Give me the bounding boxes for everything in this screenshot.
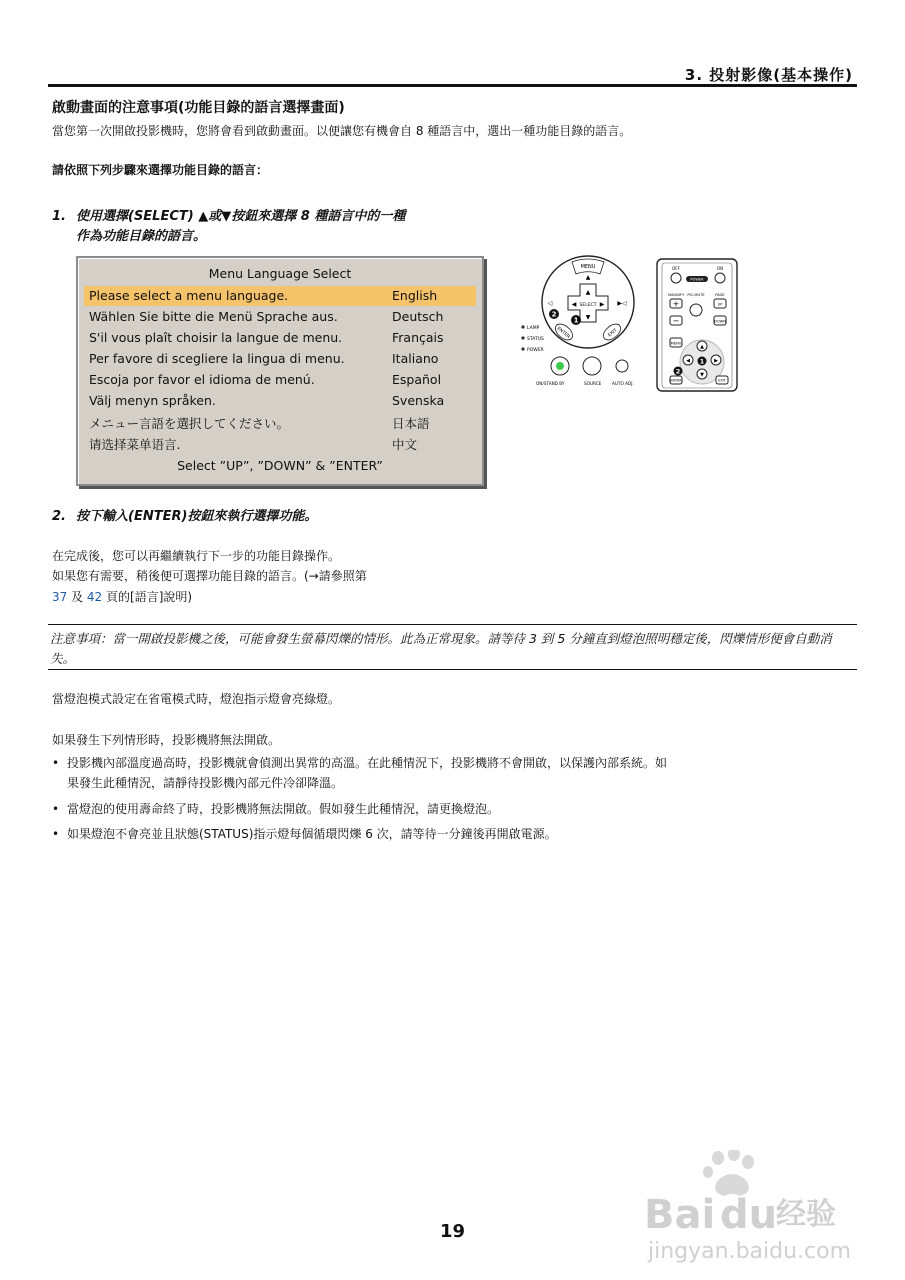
remote-up-icon: ▲ <box>700 344 704 350</box>
eco-mode-text: 當燈泡模式設定在省電模式時，燈泡指示燈會亮綠燈。 <box>52 692 341 706</box>
select-right-icon: ▶ <box>599 301 605 308</box>
remote-picmute-label: PIC-MUTE <box>687 293 705 297</box>
step-number: 1. <box>52 209 66 224</box>
status-indicator-icon <box>521 336 524 339</box>
page-number: 19 <box>439 1221 466 1242</box>
watermark-brand: Bai <box>644 1192 716 1238</box>
after-line-1: 在完成後，您可以再繼續執行下一步的功能目錄操作。 <box>52 549 341 563</box>
menu-row-japanese[interactable] <box>84 412 476 432</box>
step-number: 2. <box>52 509 66 524</box>
menu-title: Menu Language Select <box>208 266 352 281</box>
bullet-text: 如果燈泡不會亮並且狀態(STATUS)指示燈每個循環閃爍 6 次，請等待一分鐘後再開啟電源。 <box>67 827 557 841</box>
menu-row-language: Deutsch <box>392 309 444 324</box>
menu-row-language: Español <box>392 372 442 387</box>
after-line-3-rest: 頁的[語言]說明) <box>102 590 193 604</box>
remote-left-icon: ◀ <box>686 358 690 364</box>
paw-logo-icon <box>703 1150 754 1196</box>
menu-row-prompt: メニュー言語を選択してください。 <box>89 416 290 431</box>
keystone-icon: ◁ <box>547 300 553 307</box>
note-text: 注意事項：當一開啟投影機之後，可能會發生螢幕閃爍的情形。此為正常現象。請等待 3 到 5 分鐘直到燈泡照明穩定後，閃爍情形便會自動消失。 <box>50 631 832 666</box>
menu-row-english[interactable] <box>84 286 476 306</box>
menu-row-prompt: Please select a menu language. <box>89 288 289 303</box>
bullet-item <box>52 799 857 819</box>
minus-icon: − <box>672 316 680 326</box>
select-up-icon: ▲ <box>585 289 591 296</box>
remote-enter-label: ENTER <box>670 378 682 383</box>
menu-row-language: Italiano <box>392 351 439 366</box>
auto-adj-button[interactable] <box>616 360 628 372</box>
after-line-3 <box>52 587 192 607</box>
menu-row-espanol[interactable] <box>84 370 476 390</box>
page-link-37[interactable]: 37 <box>52 590 68 604</box>
header-rule <box>48 84 857 87</box>
select-left-icon: ◀ <box>571 301 577 308</box>
remote-off-button[interactable] <box>671 273 681 283</box>
status-label: STATUS <box>527 337 544 342</box>
step-1-continued: 作為功能目錄的語言。 <box>76 229 207 244</box>
enter-label: ENTER <box>555 326 571 340</box>
menu-row-language: Svenska <box>392 393 445 408</box>
power-label: POWER <box>527 348 544 353</box>
remote-on-button[interactable] <box>715 273 725 283</box>
instruction-text: 請依照下列步驟來選擇功能目錄的語言： <box>52 163 269 177</box>
remote-on-label: ON <box>716 266 724 271</box>
source-label: SOURCE <box>584 381 602 386</box>
lamp-indicator-icon <box>521 325 524 328</box>
volume-icon: ▶◁ <box>617 300 627 307</box>
menu-row-language: Français <box>392 330 444 345</box>
up-arrow-icon: ▲ <box>585 274 591 281</box>
bullet-text <box>67 753 857 793</box>
callout-2: 2 <box>551 310 557 319</box>
remote-magnify-label: MAGNIFY <box>667 293 685 297</box>
callout-1: 1 <box>573 316 579 325</box>
bullet-text: 當燈泡的使用壽命終了時，投影機將無法開啟。假如發生此種情況，請更換燈泡。 <box>67 802 500 816</box>
power-indicator-icon <box>521 347 524 350</box>
watermark-cn: 经验 <box>776 1197 836 1232</box>
menu-row-language: English <box>392 288 438 303</box>
step-text: 按下輸入(ENTER)按鈕來執行選擇功能。 <box>76 509 318 524</box>
remote-power-label: POWER <box>690 277 704 282</box>
and-text: 及 <box>67 590 87 604</box>
menu-row-language: 中文 <box>392 437 418 452</box>
menu-row-language: 日本語 <box>392 416 430 431</box>
menu-row-deutsch[interactable] <box>84 307 476 327</box>
remote-page-label: PAGE <box>715 293 725 297</box>
auto-adj-label: AUTO ADJ. <box>612 381 634 386</box>
section-title: 啟動畫面的注意事項(功能目錄的語言選擇畫面) <box>52 100 345 116</box>
remote-callout-1: 1 <box>699 357 705 366</box>
note-box <box>48 624 857 670</box>
select-label: SELECT <box>579 303 597 308</box>
select-down-icon: ▼ <box>585 314 591 321</box>
remote-menu-label: MENU <box>670 341 682 346</box>
intro-paragraph: 當您第一次開啟投影機時，您將會看到啟動畫面。以便讓您有機會自 8 種語言中，選出一種功能目錄的語言。 <box>52 124 632 138</box>
menu-row-francais[interactable] <box>84 328 476 348</box>
remote-exit-label: EXIT <box>718 378 726 383</box>
bullet-line: 果發生此種情況，請靜待投影機內部元件冷卻降溫。 <box>67 776 344 790</box>
remote-callout-2: 2 <box>675 367 681 376</box>
watermark-url: jingyan.baidu.com <box>648 1239 852 1264</box>
bullet-icon: • <box>52 802 60 816</box>
remote-down-icon: ▼ <box>700 372 704 378</box>
menu-row-prompt: Wählen Sie bitte die Menü Sprache aus. <box>89 309 338 324</box>
bullet-item <box>52 753 857 793</box>
exit-label: EXIT <box>607 328 619 339</box>
step-text: 使用選擇(SELECT) ▲或▼按鈕來選擇 8 種語言中的一種 <box>76 209 406 224</box>
remote-right-icon: ▶ <box>714 358 718 364</box>
bullet-line: 投影機內部溫度過高時，投影機就會偵測出異常的高溫。在此種情況下，投影機將不會開啟，以保護內部系統。如 <box>67 756 668 770</box>
menu-language-select-dialog <box>76 256 484 486</box>
baidu-watermark <box>640 1150 870 1270</box>
remote-off-label: OFF <box>672 266 680 271</box>
menu-footer: Select ”UP”, ”DOWN” & ”ENTER” <box>177 458 383 473</box>
page-link-42[interactable]: 42 <box>86 590 103 604</box>
projector-control-panel <box>520 254 648 390</box>
bullet-item <box>52 824 857 844</box>
page-up-label: UP <box>717 302 723 307</box>
menu-row-chinese[interactable] <box>84 433 476 453</box>
menu-row-prompt: Per favore di scegliere la lingua di menu. <box>89 351 345 366</box>
bullet-icon: • <box>52 827 60 841</box>
menu-row-prompt: Escoja por favor el idioma de menú. <box>89 372 315 387</box>
menu-row-svenska[interactable] <box>84 391 476 411</box>
watermark-brand-2: du <box>720 1192 778 1238</box>
menu-row-prompt: Välj menyn språken. <box>89 393 216 408</box>
page-down-label: DOWN <box>714 319 726 324</box>
menu-row-prompt: 请选择菜单语言. <box>89 437 181 452</box>
menu-row-prompt: S'il vous plaît choisir la langue de menu. <box>89 330 343 345</box>
source-button[interactable] <box>583 357 601 375</box>
power-led-icon <box>556 362 564 370</box>
plus-icon: + <box>672 299 680 309</box>
lamp-label: LAMP <box>527 326 540 331</box>
picmute-button[interactable] <box>690 304 702 316</box>
cannot-start-intro: 如果發生下列情形時，投影機將無法開啟。 <box>52 733 281 747</box>
bullet-icon: • <box>52 756 60 770</box>
step-2 <box>52 505 317 524</box>
remote-control <box>656 258 738 392</box>
chapter-header: 3. 投射影像(基本操作) <box>684 66 853 84</box>
on-standby-label: ON/STAND BY <box>536 381 565 386</box>
step-1 <box>52 205 405 224</box>
menu-label: MENU <box>580 264 596 270</box>
after-line-2: 如果您有需要，稍後便可選擇功能目錄的語言。(→請參照第 <box>52 569 367 583</box>
menu-row-italiano[interactable] <box>84 349 476 369</box>
